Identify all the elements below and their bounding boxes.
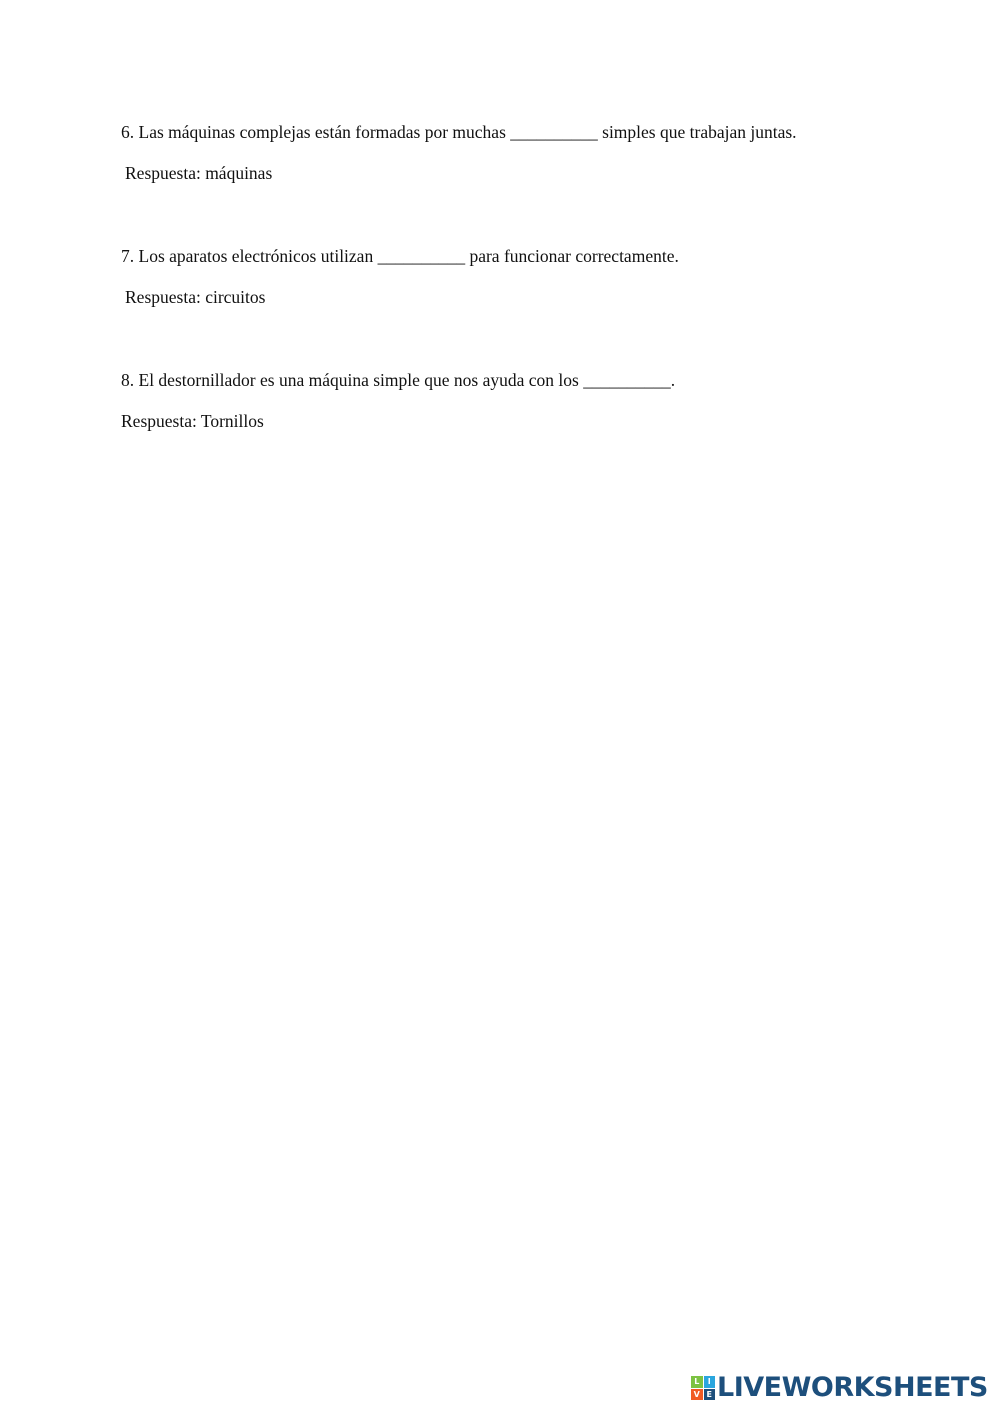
question-8-answer: Respuesta: Tornillos bbox=[121, 411, 264, 431]
question-7-text: 7. Los aparatos electrónicos utilizan __________ para funcionar correctamente. bbox=[121, 246, 679, 266]
question-6-text: 6. Las máquinas complejas están formadas por muchas __________ simples que trabajan juntas. bbox=[121, 122, 797, 142]
liveworksheets-wordmark: LIVEWORKSHEETS bbox=[717, 1372, 988, 1403]
logo-mark-letter: V bbox=[691, 1389, 703, 1401]
question-6-answer: Respuesta: máquinas bbox=[125, 163, 273, 183]
liveworksheets-logo bbox=[691, 1374, 988, 1402]
question-7-answer: Respuesta: circuitos bbox=[125, 287, 266, 307]
logo-mark-letter: L bbox=[691, 1376, 703, 1388]
question-8-text: 8. El destornillador es una máquina simple que nos ayuda con los __________. bbox=[121, 370, 676, 390]
logo-mark-letter: E bbox=[704, 1389, 716, 1401]
liveworksheets-mark-icon bbox=[691, 1376, 715, 1400]
logo-mark-letter: I bbox=[704, 1376, 716, 1388]
